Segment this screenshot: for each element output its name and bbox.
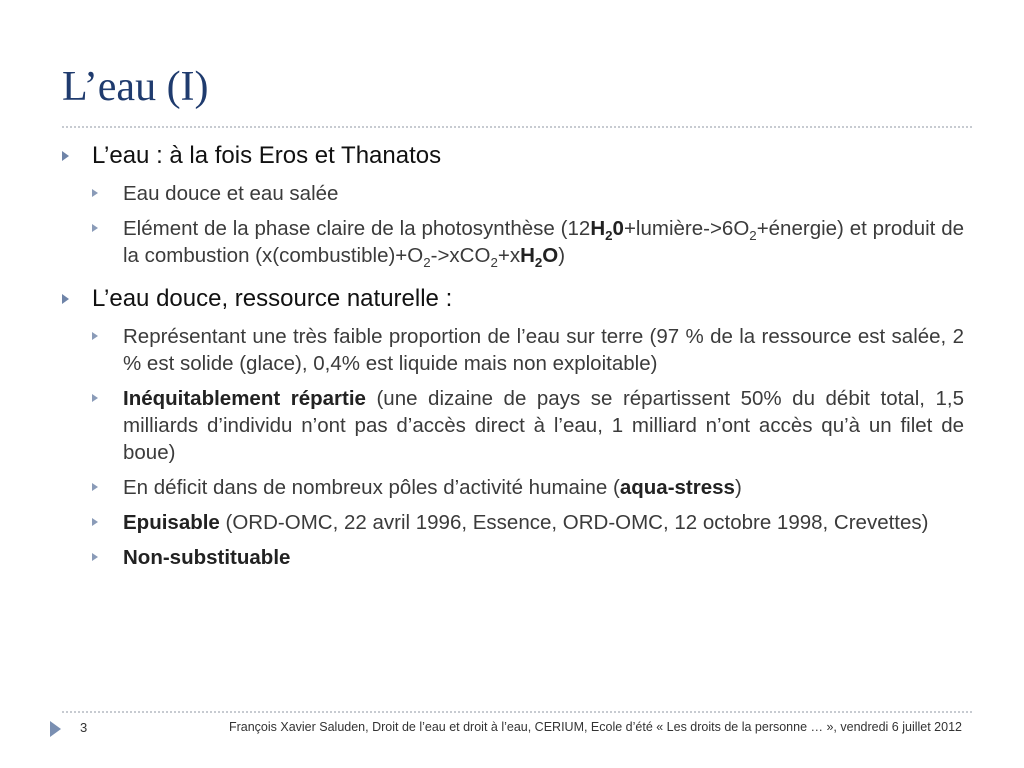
subbullet-text: Représentant une très faible proportion de l’eau sur terre (97 % de la ressource est salée, 2 % est solide (glace), 0,4% est liquide mais non exploitable) — [123, 325, 964, 375]
subbullet-non-substituable — [92, 544, 964, 571]
page-number: 3 — [80, 720, 88, 735]
subbullet-arrow-icon — [92, 553, 98, 561]
bullet-eros-thanatos — [62, 140, 964, 171]
subbullet-epuisable — [92, 509, 964, 536]
footer-triangle-icon — [50, 721, 61, 737]
subbullet-arrow-icon — [92, 518, 98, 526]
subbullet-inequitablement — [92, 385, 964, 466]
subbullet-arrow-icon — [92, 332, 98, 340]
subbullet-text: Elément de la phase claire de la photosynthèse $(12H_20+lumière->6O_2+énergie)$ et produit de la combustion $(x(combustible)+O_2->xCO_2+xH_2O)$ — [123, 217, 964, 271]
slide-content — [62, 140, 964, 579]
subbullet-photosynthese — [92, 215, 964, 269]
slide-title: L’eau (I) — [62, 64, 209, 110]
bullet-arrow-icon — [62, 294, 69, 304]
subbullet-text: Non-substituable — [123, 546, 291, 569]
footer-citation: François Xavier Saluden, Droit de l’eau et droit à l’eau, CERIUM, Ecole d’été « Les droits de la personne … », vendredi 6 juillet 2012 — [228, 720, 962, 734]
subbullet-arrow-icon — [92, 189, 98, 197]
subbullet-arrow-icon — [92, 483, 98, 491]
subbullet-deficit — [92, 474, 964, 501]
title-divider — [62, 126, 972, 128]
subbullet-arrow-icon — [92, 394, 98, 402]
bullet-text: L’eau : à la fois Eros et Thanatos — [92, 142, 442, 169]
footer-divider — [62, 711, 972, 713]
subbullet-text: Eau douce et eau salée — [123, 182, 339, 205]
subbullet-text: Epuisable (ORD-OMC, 22 avril 1996, Essence, ORD-OMC, 12 octobre 1998, Crevettes) — [123, 511, 929, 534]
subbullet-eau-douce-salee — [92, 180, 964, 207]
subbullet-arrow-icon — [92, 224, 98, 232]
bullet-arrow-icon — [62, 151, 69, 161]
subbullet-text: Inéquitablement répartie (une dizaine de pays se répartissent 50% du débit total, 1,5 milliards d’individu n’ont pas d’accès direct à l’eau, 1 milliard n’ont accès qu’à un filet de boue) — [123, 387, 964, 464]
bullet-text: L’eau douce, ressource naturelle : — [92, 285, 453, 312]
subbullet-proportion — [92, 323, 964, 377]
slide-footer — [40, 718, 972, 742]
subbullet-text: En déficit dans de nombreux pôles d’activité humaine (aqua-stress) — [123, 476, 742, 499]
bullet-eau-douce-ressource — [62, 283, 964, 314]
